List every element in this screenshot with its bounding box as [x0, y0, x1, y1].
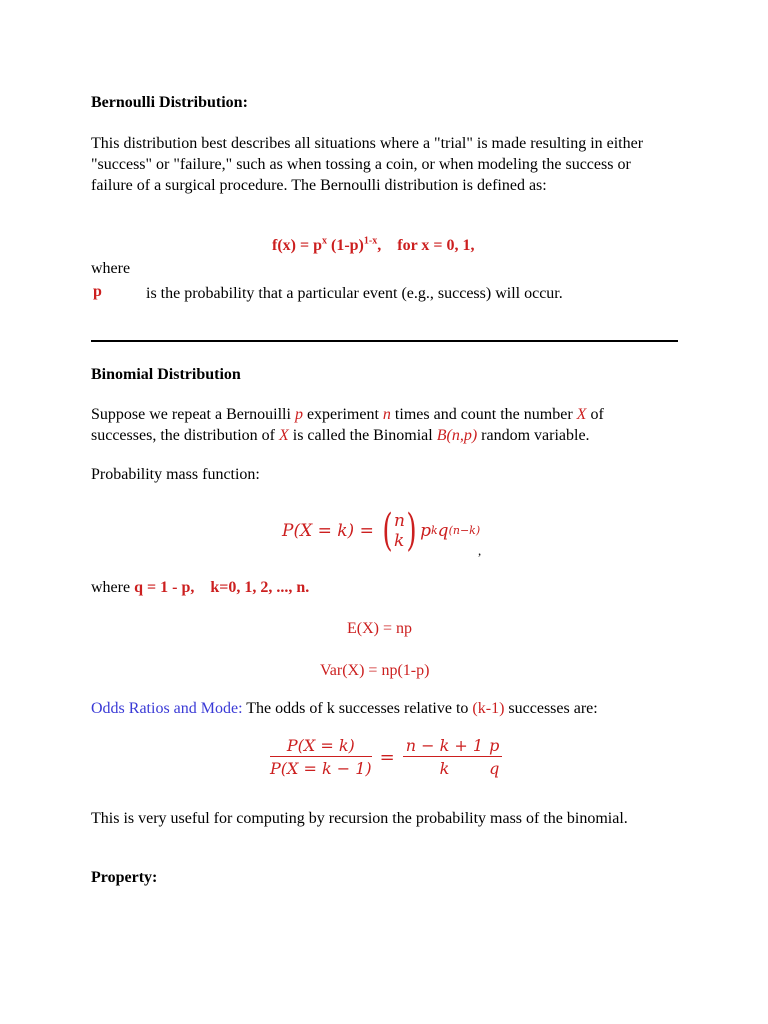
pmf-comma: ,	[478, 543, 482, 558]
variable-description: is the probability that a particular event (e.g., success) will occur.	[146, 285, 563, 302]
property-heading: Property:	[91, 869, 158, 886]
odds-ratio-formula: $\frac{P(X = k)}{P(X = k - 1)}$ = $\frac{n - k + 1}{k}$ $\frac{p}{q}$	[270, 736, 502, 778]
section-divider	[91, 340, 678, 342]
ratio-fraction-right: $\frac{p}{q}$	[486, 736, 502, 778]
where-q-line: where q = 1 - p, k=0, 1, 2, ..., n.	[91, 579, 310, 596]
bernoulli-heading: Bernoulli Distribution:	[91, 94, 248, 111]
binomial-coefficient: ( n k )	[382, 505, 417, 556]
recursion-text: This is very useful for computing by recursion the probability mass of the binomial.	[91, 810, 628, 827]
bernoulli-paragraph: This distribution best describes all situations where a "trial" is made resulting in either "success" or "failure," such as when tossing a coin, or when modeling the success or failure of a surgical procedure. The Bernoulli distribution is defined as:	[91, 135, 644, 194]
pmf-label: Probability mass function:	[91, 466, 260, 483]
odds-line: Odds Ratios and Mode: The odds of k successes relative to (k-1) successes are:	[91, 700, 598, 717]
binomial-heading: Binomial Distribution	[91, 366, 241, 383]
ratio-fraction-middle: $\frac{n - k + 1}{k}$	[403, 736, 486, 778]
where-label: where	[91, 260, 131, 277]
binomial-paragraph: Suppose we repeat a Bernouilli p experiment n times and count the number X of successes, the distribution of X is called the Binomial B(n,p) random variable.	[91, 406, 604, 444]
ratio-fraction-left: $\frac{P(X = k)}{P(X = k - 1)}$	[270, 736, 372, 778]
variable-symbol-p: p	[93, 283, 102, 300]
bernoulli-formula: $f(x) = p^x$ $(1-p)^{1-x}$, for x = 0, 1,	[272, 235, 475, 254]
expectation: E(X) = np	[347, 620, 413, 637]
variance: Var(X) = np(1-p)	[320, 662, 430, 679]
pmf-formula: P(X = k) = ( n k ) p k q (n−k)	[282, 505, 481, 556]
